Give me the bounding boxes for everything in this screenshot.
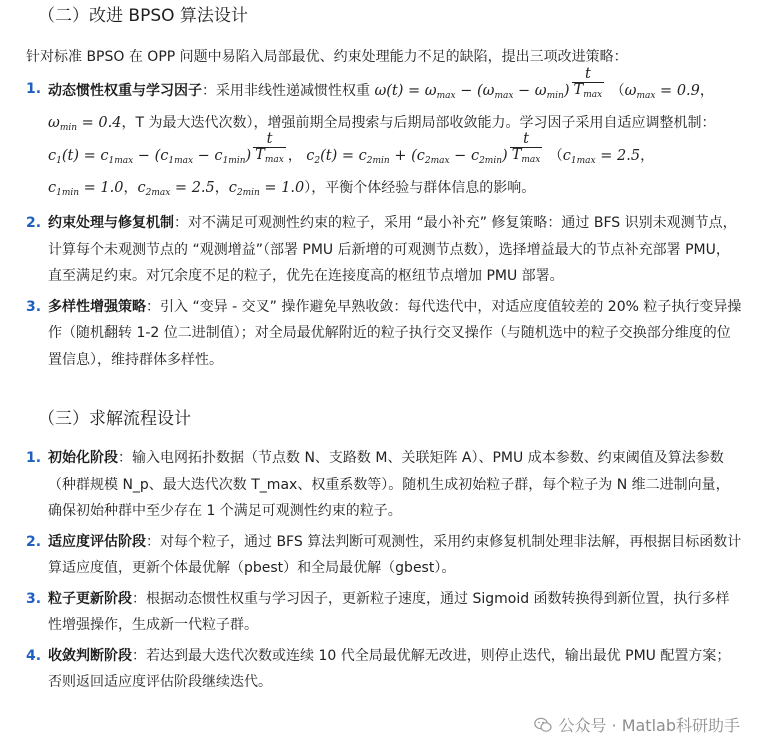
item-text: ），平衡个体经验与群体信息的影响。 [304, 179, 536, 196]
list-item [26, 586, 742, 639]
watermark [534, 713, 740, 736]
item-number: 2. [26, 533, 42, 550]
item-text: ，T 为最大迭代次数），增强前期全局搜索与后期局部收敛能力。学习因子采用自适应调整机制： [121, 114, 716, 131]
formula-c1: $c_1(t) = c_{1max} - (c_{1max} - c_{1min})$ $\frac{t}{T_{max}}$ [48, 131, 284, 166]
list-item: 1. 动态惯性权重与学习因子：采用非线性递减惯性权重 $\omega(t) = \omega_{max} - (\omega_{max} - \omega_{min})$ $\frac{t}{T_{max}}$ （$\omega_{max} = 0.9$，$\omega_{min} = 0.4$，T 为最大迭代次数），增强前期全局搜索与后期局部收敛能力。学习因子采用自适应调整机制： $c_1(t) = c_{1max} - (c_{1max} - c_{1min})$ $\frac{t}{T_{max}}$ ， $c_2(t) = c_{2min} + (c_{2max} - c_{2min})$ $\frac{t}{T_{max}}$ （$c_{1max} = 2.5$，$c_{1min} = 1.0$，$c_{2max} = 2.5$，$c_{2min} = 1.0$），平衡个体经验与群体信息的影响。 [26, 66, 716, 198]
section3-heading: （三）求解流程设计 [38, 409, 191, 429]
list-item [26, 529, 742, 582]
item-text: ：引入 “变异 - 交叉” 操作避免早熟收敛：每代迭代中，对适应度值较差的 20% 粒子执行变异操作（随机翻转 1-2 位二进制值）；对全局最优解附近的粒子执行交叉操作（与随机选中的粒子交换部分维度的位置信息），维持群体多样性。 [48, 298, 742, 368]
c1max-value: $c_{1max} = 2.5$ [562, 148, 641, 166]
item-term: 初始化阶段 [48, 450, 118, 466]
item-term: 粒子更新阶段 [48, 590, 132, 607]
item-number: 2. [26, 215, 42, 231]
item-term: 适应度评估阶段 [48, 533, 146, 550]
formula-omega: $\omega(t) = \omega_{max} - (\omega_{max} - \omega_{min})$ $\frac{t}{T_{max}}$ [374, 66, 603, 101]
paren: （ [610, 83, 625, 99]
c2max-value: $c_{2max} = 2.5$ [137, 179, 215, 198]
process-list [26, 445, 742, 696]
omega-max-value: $\omega_{max} = 0.9$ [624, 83, 700, 101]
list-item [26, 643, 742, 696]
item-text: ：输入电网拓扑数据（节点数 N、支路数 M、关联矩阵 A）、PMU 成本参数、约束阈值及算法参数（种群规模 N_p、最大迭代次数 T_max、权重系数等）。随机生成初始粒子群，每个粒子为 N 维二进制向量，确保初始种群中至少存在 1 个满足可观测性约束的粒子。 [48, 450, 730, 519]
omega-min-value: $\omega_{min} = 0.4$ [48, 114, 122, 133]
item-number: 1. [26, 450, 42, 466]
item-number: 4. [26, 647, 42, 664]
item-number: 3. [26, 298, 42, 315]
item-number: 1. [26, 81, 42, 97]
watermark-text: 公众号 · Matlab科研助手 [558, 716, 740, 735]
item-text: ：若达到最大迭代次数或连续 10 代全局最优解无改进，则停止迭代，输出最优 PMU 配置方案；否则返回适应度评估阶段继续迭代。 [48, 647, 731, 690]
c1min-value: $c_{1min} = 1.0$ [48, 179, 124, 198]
paren: （ [548, 148, 563, 164]
list-item [26, 210, 742, 290]
section2-intro: 针对标准 BPSO 在 OPP 问题中易陷入局部最优、约束处理能力不足的缺陷，提出三项改进策略： [26, 49, 628, 65]
list-item [26, 294, 742, 374]
item-text: ：采用非线性递减惯性权重 [202, 83, 370, 99]
c2min-value: $c_{2min} = 1.0$ [228, 179, 305, 198]
wechat-icon [534, 717, 552, 733]
formula-c2: $c_2(t) = c_{2min} + (c_{2max} - c_{2min})$ $\frac{t}{T_{max}}$ [306, 131, 541, 166]
item-text: ：对不满足可观测性约束的粒子，采用 “最小补充” 修复策略：通过 BFS 识别未观测节点，计算每个未观测节点的 “观测增益”（部署 PMU 后新增的可观测节点数），选择增益最大的节点补充部署 PMU，直至满足约束。对冗余度不足的粒子，优先在连接度高的枢纽节点增加 PMU 部署。 [48, 215, 737, 284]
item-text: ：对每个粒子，通过 BFS 算法判断可观测性，采用约束修复机制处理非法解，再根据目标函数计算适应度值，更新个体最优解（pbest）和全局最优解（gbest）。 [48, 533, 742, 576]
item-term: 收敛判断阶段 [48, 647, 132, 664]
item-term: 动态惯性权重与学习因子 [48, 83, 202, 99]
item-text: ：根据动态惯性权重与学习因子，更新粒子速度，通过 Sigmoid 函数转换得到新位置，执行多样性增强操作，生成新一代粒子群。 [48, 590, 730, 633]
item-term: 约束处理与修复机制 [48, 215, 174, 231]
item-term: 多样性增强策略 [48, 298, 146, 315]
list-item [26, 445, 742, 525]
section2-heading: （二）改进 BPSO 算法设计 [38, 6, 248, 26]
item-number: 3. [26, 590, 42, 607]
improvement-list [26, 66, 742, 373]
